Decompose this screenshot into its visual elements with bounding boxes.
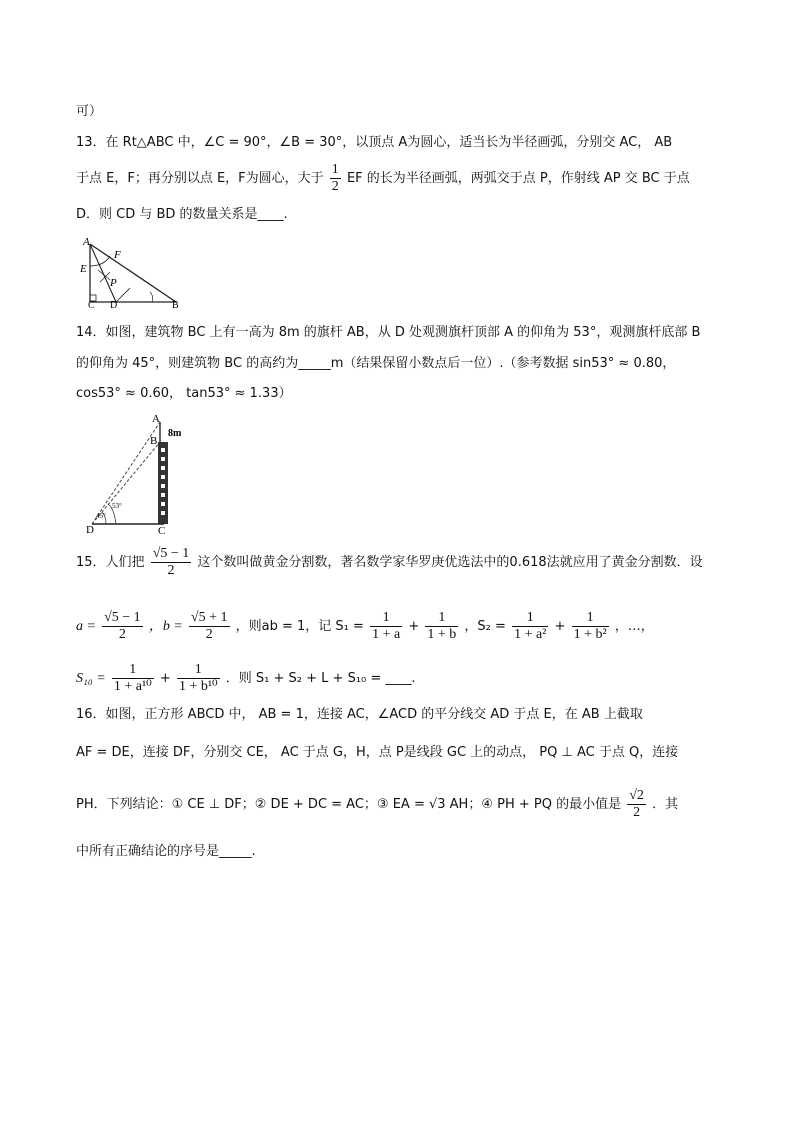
fraction-denominator: 2 (331, 179, 339, 194)
q13-figure-triangle (80, 236, 184, 308)
q15-s10-lhs: S₁₀ = (76, 671, 106, 686)
q15-line-3 (76, 662, 416, 695)
fraction-denominator: 1 + b¹⁰ (178, 679, 218, 694)
q15-b-fraction (189, 610, 230, 643)
q13-label-f: F (114, 249, 121, 261)
q15-s10-fraction-2 (177, 662, 220, 695)
q15-a-fraction (102, 610, 143, 643)
q15-line-1b: 这个数叫做黄金分割数，著名数学家华罗庚优选法中的0.618法就应用了黄金分割数．设 (197, 555, 703, 570)
fraction-numerator: 1 (331, 162, 339, 177)
fraction-denominator: 1 + a (372, 627, 401, 642)
fraction-numerator: 1 (112, 662, 154, 679)
fraction-numerator: √5 − 1 (152, 546, 190, 561)
fraction-numerator: 1 (572, 610, 609, 627)
q15-line-3-tail: ．则 S₁ + S₂ + L + S₁₀ = ____. (225, 671, 416, 686)
q16-line-4: 中所有正确结论的序号是_____. (76, 844, 256, 859)
plus-sign: + (159, 671, 171, 686)
q15-s1-fraction-1 (370, 610, 402, 643)
q15-s1-fraction-2 (425, 610, 458, 643)
q13-label-c: C (88, 300, 95, 308)
q16-line-2: AF = DE，连接 DF，分别交 CE， AC 于点 G，H，点 P是线段 GC 上的动点， PQ ⊥ AC 于点 Q，连接 (76, 745, 679, 760)
q14-label-b: B (150, 435, 158, 447)
q15-b-lhs: ，b = (148, 619, 183, 634)
q15-s2-fraction-2 (572, 610, 609, 643)
q15-a-lhs: a = (76, 619, 96, 634)
fraction-numerator: √2 (629, 788, 644, 803)
fraction-denominator: 2 (205, 627, 213, 642)
fraction-denominator: 1 + b² (573, 627, 607, 642)
q14-label-45: 45° (96, 512, 106, 520)
previous-text-fragment: 可） (76, 104, 103, 119)
q14-line-1: 14．如图，建筑物 BC 上有一高为 8m 的旗杆 AB，从 D 处观测旗杆顶部 A 的仰角为 53°，观测旗杆底部 B (76, 325, 701, 340)
q13-line-3: D．则 CD 与 BD 的数量关系是____. (76, 207, 288, 222)
fraction-denominator: 1 + a¹⁰ (113, 679, 152, 694)
fraction-numerator: 1 (370, 610, 402, 627)
q15-s2-fraction-1 (512, 610, 548, 643)
q15-line-2-tail: ，…， (614, 619, 654, 634)
q14-line-3: cos53° ≈ 0.60， tan53° ≈ 1.33） (76, 386, 292, 401)
q16-line-3b: ．其 (652, 797, 679, 812)
q13-fraction-half (330, 162, 341, 195)
q15-s2-lhs: ，S₂ = (464, 619, 506, 634)
q14-label-a: A (152, 413, 160, 425)
plus-sign: + (408, 619, 420, 634)
q13-label-e: E (80, 263, 87, 275)
q13-line-1: 13．在 Rt△ABC 中，∠C = 90°，∠B = 30°，以顶点 A为圆心，适当长为半径画弧，分别交 AC， AB (76, 135, 673, 150)
q14-line-2: 的仰角为 45°，则建筑物 BC 的高约为_____m（结果保留小数点后一位）.（参考数据 sin53° ≈ 0.80， (76, 356, 676, 371)
q13-line-2a: 于点 E，F；再分别以点 E，F为圆心，大于 (76, 171, 324, 186)
q13-label-a: A (83, 236, 90, 248)
q13-line-2 (76, 162, 690, 195)
q13-line-2b: EF 的长为半径画弧，两弧交于点 P，作射线 AP 交 BC 于点 (346, 171, 690, 186)
q16-line-3 (76, 788, 678, 821)
fraction-denominator: 2 (167, 563, 175, 578)
fraction-numerator: 1 (512, 610, 548, 627)
q15-line-1a: 15．人们把 (76, 555, 145, 570)
fraction-numerator: √5 + 1 (190, 610, 228, 625)
fraction-denominator: 2 (118, 627, 126, 642)
q13-label-d: D (110, 300, 118, 308)
q16-sqrt2-over-2-fraction (627, 788, 646, 821)
q14-figure-building (84, 412, 194, 536)
q15-line-1 (76, 546, 703, 579)
fraction-numerator: 1 (425, 610, 458, 627)
q15-line-2 (76, 610, 654, 643)
q15-golden-ratio-fraction (151, 546, 192, 579)
plus-sign: + (554, 619, 566, 634)
q14-label-53: 53° (112, 502, 122, 510)
q15-mid-text: ，则ab = 1，记 S₁ = (235, 619, 364, 634)
q15-s10-fraction-1 (112, 662, 154, 695)
q14-label-c: C (158, 525, 166, 536)
q13-label-b: B (172, 300, 179, 308)
q14-label-d: D (86, 524, 94, 536)
q16-line-3a: PH．下列结论：① CE ⊥ DF；② DE + DC = AC；③ EA = √3 AH；④ PH + PQ 的最小值是 (76, 797, 622, 812)
q14-label-8m: 8m (168, 428, 182, 439)
fraction-denominator: 1 + a² (514, 627, 547, 642)
q13-label-p: P (110, 277, 117, 289)
fraction-denominator: 2 (633, 805, 641, 820)
fraction-denominator: 1 + b (427, 627, 457, 642)
fraction-numerator: 1 (177, 662, 220, 679)
q16-line-1: 16．如图，正方形 ABCD 中， AB = 1，连接 AC，∠ACD 的平分线交 AD 于点 E，在 AB 上截取 (76, 707, 643, 722)
fraction-numerator: √5 − 1 (104, 610, 141, 625)
